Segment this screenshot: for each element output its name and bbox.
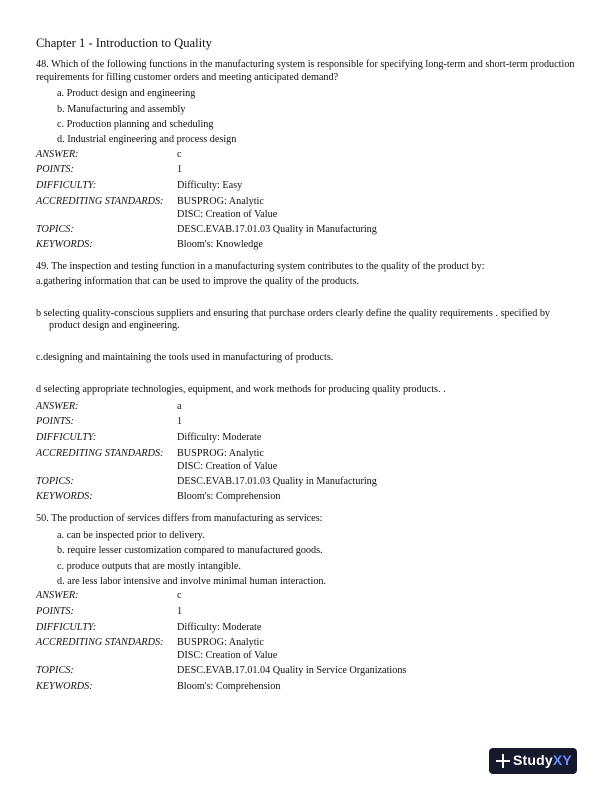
meta-value: a [177, 400, 182, 412]
brand-name: Study [513, 752, 553, 769]
brand-accent: XY [552, 752, 572, 769]
meta-value: 1 [177, 605, 183, 617]
meta-value: BUSPROG: Analytic [177, 447, 264, 459]
meta-points [36, 163, 578, 177]
meta-label: ANSWER: [36, 590, 79, 602]
document-page [36, 34, 578, 703]
meta-label: DIFFICULTY: [36, 431, 97, 443]
meta-points [36, 415, 578, 429]
meta-label: KEYWORDS: [36, 491, 93, 503]
meta-keywords [36, 680, 578, 694]
meta-answer [36, 400, 578, 414]
meta-accrediting-standards [36, 195, 578, 221]
option-d: d. are less labor intensive and involve minimal human interaction. [57, 575, 327, 587]
option-a: a. can be inspected prior to delivery. [57, 529, 205, 541]
meta-answer [36, 589, 578, 603]
meta-value: DISC: Creation of Value [177, 650, 278, 662]
meta-difficulty [36, 179, 578, 193]
option-a: a. Product design and engineering [57, 88, 196, 100]
meta-label: POINTS: [36, 164, 74, 176]
studyxy-logo[interactable] [489, 748, 577, 774]
option-d: d. Industrial engineering and process design [57, 134, 237, 146]
meta-value: DESC.EVAB.17.01.04 Quality in Service Organizations [177, 665, 407, 677]
meta-value: c [177, 590, 182, 602]
meta-label: KEYWORDS: [36, 680, 93, 692]
meta-accrediting-standards [36, 636, 578, 662]
meta-accrediting-standards [36, 447, 578, 473]
meta-label: TOPICS: [36, 475, 74, 487]
meta-label: POINTS: [36, 416, 74, 428]
question-metadata [36, 148, 578, 252]
meta-difficulty [36, 431, 578, 445]
option-d: d selecting appropriate technologies, equipment, and work methods for producing quality products. . [36, 383, 446, 395]
option-b: b selecting quality-conscious suppliers and ensuring that purchase orders clearly define the quality requirements . specified by product design and engineering. [36, 307, 551, 332]
meta-keywords [36, 490, 578, 504]
meta-value: Bloom's: Comprehension [177, 491, 281, 503]
meta-label: POINTS: [36, 605, 74, 617]
meta-label: TOPICS: [36, 665, 74, 677]
question-50 [36, 513, 578, 694]
meta-label: TOPICS: [36, 223, 74, 235]
meta-value: Difficulty: Moderate [177, 621, 262, 633]
answer-options [36, 276, 578, 397]
meta-difficulty [36, 621, 578, 635]
option-b: b. Manufacturing and assembly [57, 103, 186, 115]
meta-topics [36, 223, 578, 237]
meta-label: ANSWER: [36, 400, 79, 412]
meta-answer [36, 148, 578, 162]
brand-wordmark [513, 753, 572, 769]
meta-label: KEYWORDS: [36, 239, 93, 251]
meta-value: DISC: Creation of Value [177, 460, 278, 472]
chapter-title: Chapter 1 - Introduction to Quality [36, 36, 212, 50]
meta-value: Difficulty: Easy [177, 180, 243, 191]
question-metadata [36, 400, 578, 504]
meta-value: c [177, 148, 182, 160]
question-48 [36, 59, 578, 252]
meta-label: DIFFICULTY: [36, 180, 97, 191]
answer-options [36, 528, 578, 590]
meta-value: 1 [177, 164, 183, 176]
question-stem: 49. The inspection and testing function in a manufacturing system contributes to the quality of the product by: [36, 261, 485, 273]
meta-value: BUSPROG: Analytic [177, 637, 264, 649]
meta-value: 1 [177, 416, 183, 428]
question-stem: 50. The production of services differs from manufacturing as services: [36, 513, 323, 525]
meta-label: ACCREDITING STANDARDS: [36, 637, 164, 649]
meta-label: DIFFICULTY: [36, 621, 97, 633]
option-c: c.designing and maintaining the tools used in manufacturing of products. [36, 352, 334, 364]
plus-icon [493, 748, 513, 774]
meta-topics [36, 664, 578, 678]
meta-value: Bloom's: Comprehension [177, 680, 281, 692]
meta-value: DESC.EVAB.17.01.03 Quality in Manufacturing [177, 223, 377, 235]
meta-value: DISC: Creation of Value [177, 208, 278, 220]
option-b: b. require lesser customization compared to manufactured goods. [57, 545, 323, 557]
meta-topics [36, 475, 578, 489]
question-stem: 48. Which of the following functions in the manufacturing system is responsible for specifying long-term and short-term production requirements for filling customer orders and meeting anticipated demand? [36, 59, 575, 83]
question-metadata [36, 589, 578, 693]
meta-value: Difficulty: Moderate [177, 431, 262, 443]
question-49 [36, 261, 578, 504]
answer-options [36, 86, 578, 148]
meta-label: ACCREDITING STANDARDS: [36, 447, 164, 459]
meta-value: DESC.EVAB.17.01.03 Quality in Manufacturing [177, 475, 377, 487]
meta-label: ANSWER: [36, 148, 79, 160]
option-a: a.gathering information that can be used to improve the quality of the products. [36, 275, 360, 287]
option-c: c. Production planning and scheduling [57, 119, 214, 130]
meta-label: ACCREDITING STANDARDS: [36, 195, 164, 207]
meta-value: BUSPROG: Analytic [177, 195, 264, 207]
meta-points [36, 605, 578, 619]
meta-value: Bloom's: Knowledge [177, 239, 263, 251]
option-c: c. produce outputs that are mostly intangible. [57, 560, 241, 572]
meta-keywords [36, 238, 578, 252]
